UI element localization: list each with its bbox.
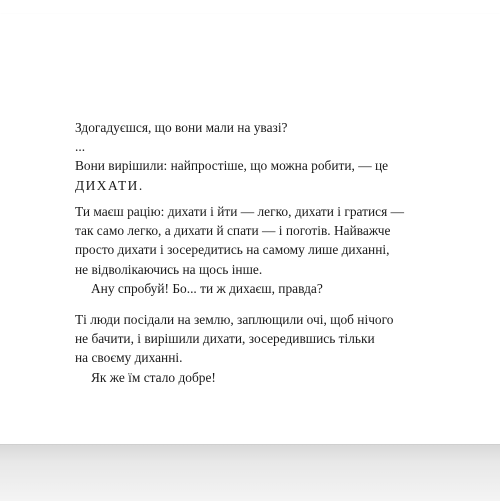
text-line: Ти маєш рацію: дихати і йти — легко, дихати і гратися —	[75, 204, 404, 219]
text-line: ...	[75, 139, 86, 155]
page-bottom-edge	[0, 444, 500, 501]
text-line: Здогадуєшся, що вони мали на увазі?	[75, 120, 288, 135]
text-line: Ану спробуй! Бо... ти ж дихаєш, правда?	[91, 280, 323, 296]
text-line: не відволікаючись на щось інше.	[75, 261, 263, 277]
paragraph-1	[75, 118, 425, 195]
text-line: Вони вирішили: найпростіше, що можна робити, — це	[75, 158, 389, 174]
text-line: просто дихати і зосередитись на самому лише диханні,	[75, 242, 390, 258]
text-line: не бачити, і вирішили дихати, зосередившись тільки	[75, 331, 375, 347]
text-line: на своєму диханні.	[75, 350, 183, 366]
text-line: так само легко, а дихати й спати — і поготів. Найважче	[75, 223, 391, 239]
text-line: ДИХАТИ.	[75, 177, 144, 193]
paragraph-3	[75, 310, 425, 387]
paragraph-2	[75, 202, 425, 298]
text-line: Як же їм стало добре!	[91, 369, 216, 385]
text-line: Ті люди посідали на землю, заплющили очі, щоб нічого	[75, 312, 394, 327]
